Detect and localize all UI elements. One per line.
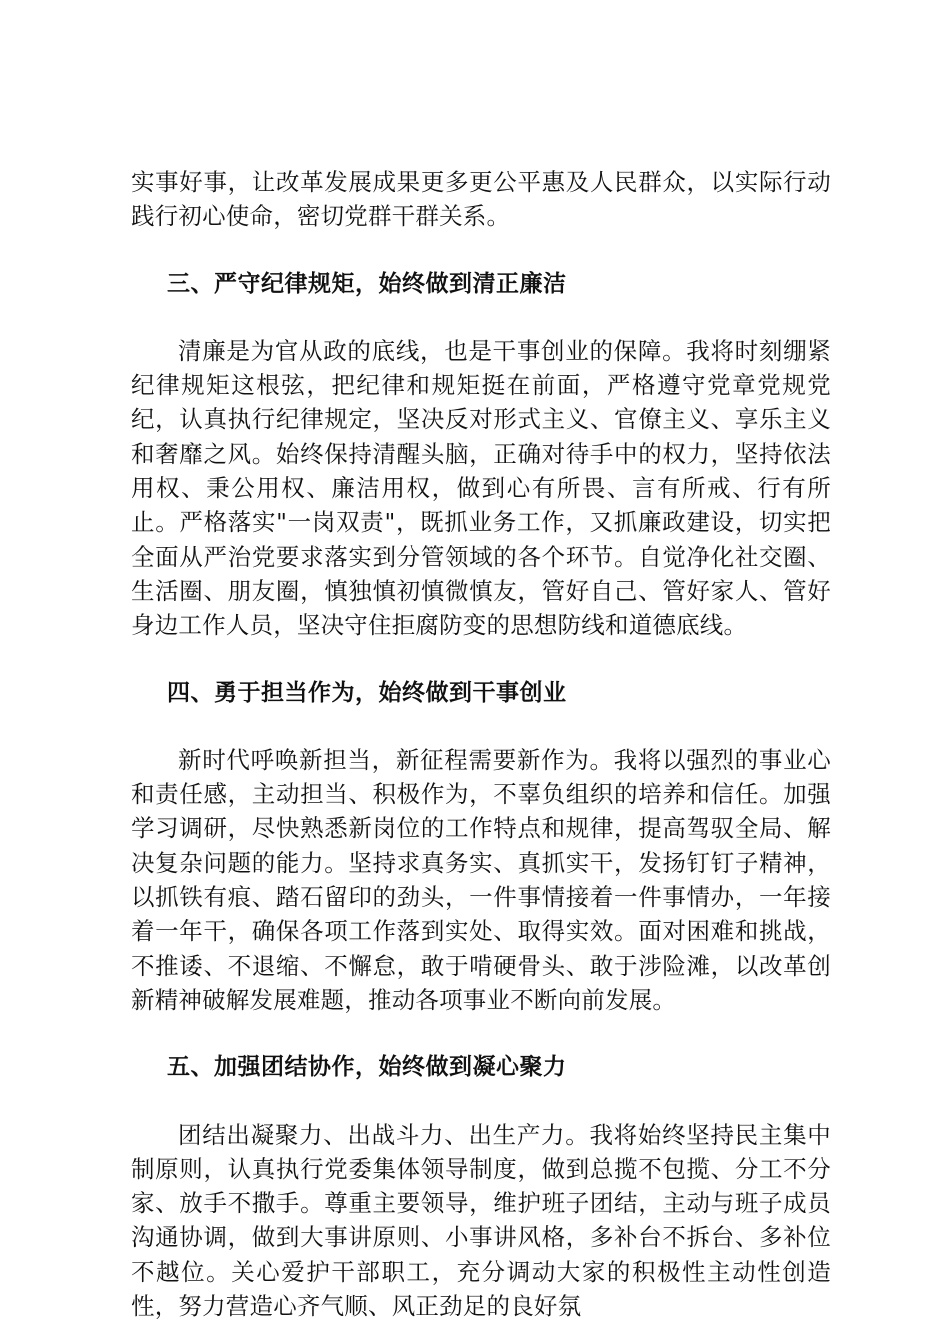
section-heading-4: 四、勇于担当作为，始终做到干事创业 — [167, 679, 567, 706]
section-body-3: 清廉是为官从政的底线，也是干事创业的保障。我将时刻绷紧纪律规矩这根弦，把纪律和规矩挺在前面，严格遵守党章党规党纪，认真执行纪律规定，坚决反对形式主义、官僚主义、享乐主义和奢靡之风。始终保持清醒头脑，正确对待手中的权力，坚持依法用权、秉公用权、廉洁用权，做到心有所畏、言有所戒、行有所止。严格落实"一岗双责"，既抓业务工作，又抓廉政建设，切实把全面从严治党要求落实到分管领域的各个环节。自觉净化社交圈、生活圈、朋友圈，慎独慎初慎微慎友，管好自己、管好家人、管好身边工作人员，坚决守住拒腐防变的思想防线和道德底线。 — [131, 336, 831, 640]
intro-paragraph: 实事好事，让改革发展成果更多更公平惠及人民群众，以实际行动践行初心使命，密切党群干群关系。 — [131, 168, 831, 231]
document-body — [131, 165, 831, 1323]
section-heading-5: 五、加强团结协作，始终做到凝心聚力 — [167, 1054, 567, 1081]
section-body-5: 团结出凝聚力、出战斗力、出生产力。我将始终坚持民主集中制原则，认真执行党委集体领导制度，做到总揽不包揽、分工不分家、放手不撒手。尊重主要领导，维护班子团结，主动与班子成员沟通协调，做到大事讲原则、小事讲风格，多补台不拆台、多补位不越位。关心爱护干部职工，充分调动大家的积极性主动性创造性，努力营造心齐气顺、风正劲足的良好氛 — [131, 1120, 831, 1321]
section-heading-3: 三、严守纪律规矩，始终做到清正廉洁 — [167, 270, 567, 297]
section-body-4: 新时代呼唤新担当，新征程需要新作为。我将以强烈的事业心和责任感，主动担当、积极作为，不辜负组织的培养和信任。加强学习调研，尽快熟悉新岗位的工作特点和规律，提高驾驭全局、解决复杂问题的能力。坚持求真务实、真抓实干，发扬钉钉子精神，以抓铁有痕、踏石留印的劲头，一件事情接着一件事情办，一年接着一年干，确保各项工作落到实处、取得实效。面对困难和挑战，不推诿、不退缩、不懈怠，敢于啃硬骨头、敢于涉险滩，以改革创新精神破解发展难题，推动各项事业不断向前发展。 — [131, 745, 831, 1014]
